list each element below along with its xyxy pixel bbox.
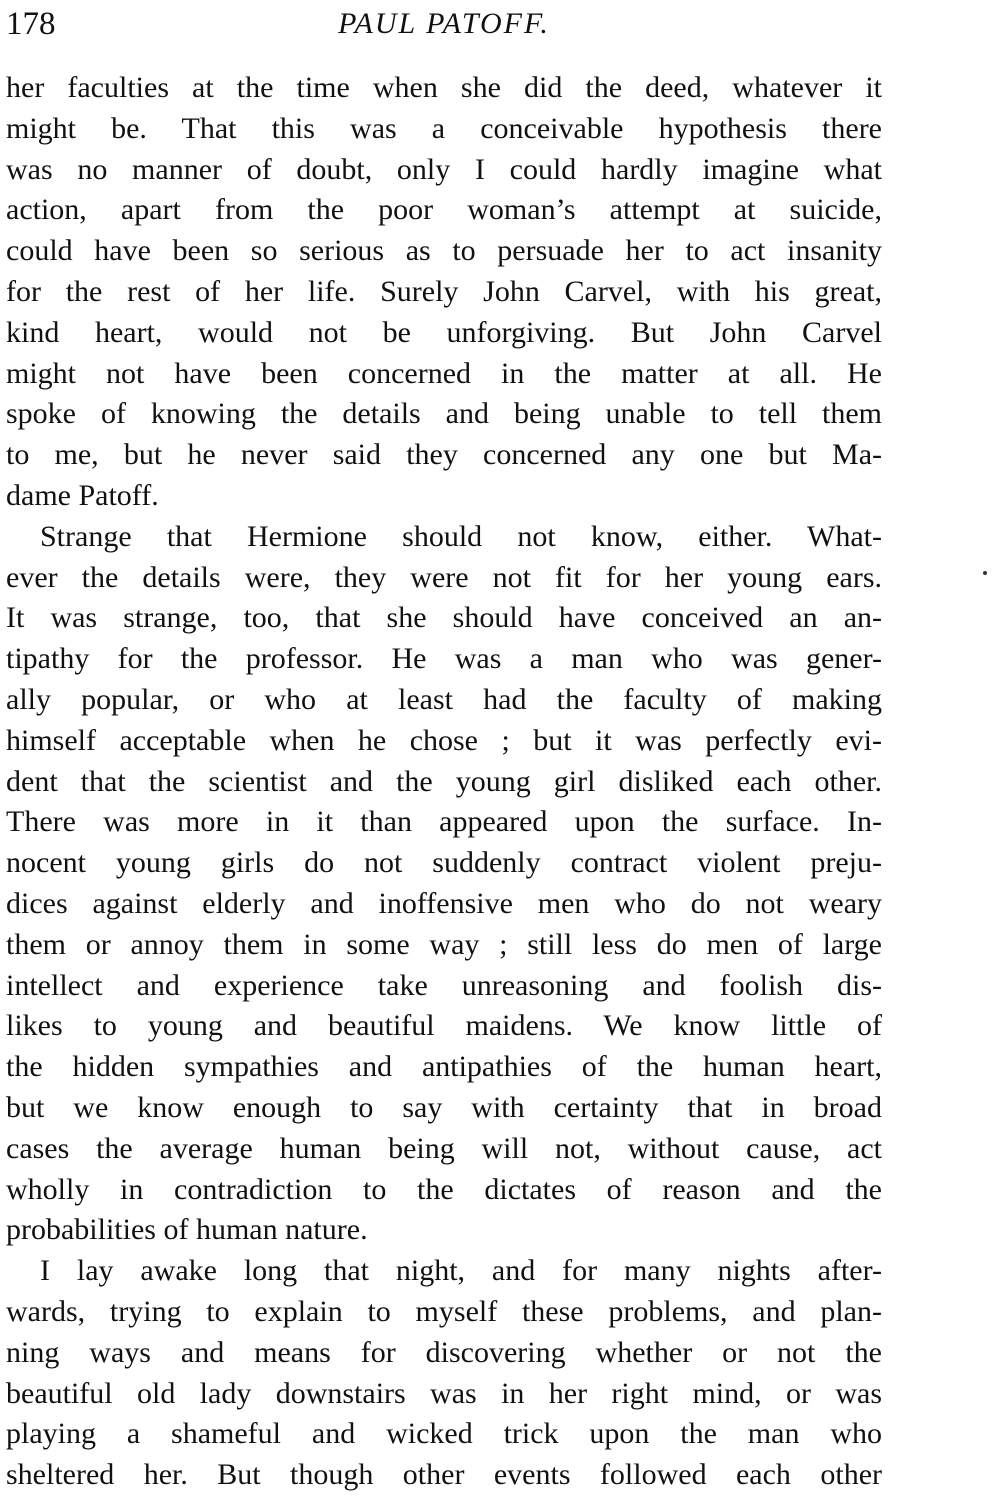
- text-line: to me, but he never said they concerned any one but Ma-: [6, 438, 882, 472]
- body-text: [6, 68, 882, 1496]
- text-line: spoke of knowing the details and being unable to tell them: [6, 397, 882, 431]
- text-line: likes to young and beautiful maidens. We know little of: [6, 1009, 882, 1043]
- page-header: [6, 4, 882, 44]
- text-line: but we know enough to say with certainty that in broad: [6, 1090, 882, 1124]
- text-line: It was strange, too, that she should have conceived an an-: [6, 601, 882, 635]
- text-line: dame Patoff.: [6, 478, 159, 512]
- text-line: There was more in it than appeared upon the surface. In-: [6, 805, 882, 839]
- text-line: ally popular, or who at least had the faculty of making: [6, 682, 882, 716]
- text-line: them or annoy them in some way ; still less do men of large: [6, 927, 882, 961]
- text-line: tipathy for the professor. He was a man who was gener-: [6, 642, 882, 676]
- text-line: was no manner of doubt, only I could hardly imagine what: [6, 152, 882, 186]
- text-line: ning ways and means for discovering whether or not the: [6, 1335, 882, 1369]
- text-line: nocent young girls do not suddenly contract violent preju-: [6, 846, 882, 880]
- text-line: ever the details were, they were not fit for her young ears.: [6, 560, 882, 594]
- text-line: intellect and experience take unreasoning and foolish dis-: [6, 968, 882, 1002]
- text-line: playing a shameful and wicked trick upon the man who: [6, 1417, 882, 1451]
- text-line: probabilities of human nature.: [6, 1213, 368, 1247]
- text-line: dices against elderly and inoffensive men who do not weary: [6, 886, 882, 920]
- text-line: wards, trying to explain to myself these problems, and plan-: [6, 1294, 882, 1328]
- text-line: for the rest of her life. Surely John Carvel, with his great,: [6, 274, 882, 308]
- page-number: 178: [6, 6, 56, 42]
- paragraph-1: [6, 68, 882, 517]
- text-line: action, apart from the poor woman’s attempt at suicide,: [6, 193, 882, 227]
- text-line: wholly in contradiction to the dictates of reason and the: [6, 1172, 882, 1206]
- text-line: cases the average human being will not, without cause, act: [6, 1131, 882, 1165]
- text-line: could have been so serious as to persuade her to act insanity: [6, 234, 882, 268]
- paragraph-2: [6, 517, 882, 1251]
- text-line: the hidden sympathies and antipathies of the human heart,: [6, 1050, 882, 1084]
- text-line: might not have been concerned in the matter at all. He: [6, 356, 882, 390]
- running-title: PAUL PATOFF.: [338, 7, 550, 40]
- paragraph-3: [6, 1251, 882, 1496]
- text-line: Strange that Hermione should not know, either. What-: [40, 519, 882, 553]
- text-line: I lay awake long that night, and for many nights after-: [40, 1254, 882, 1288]
- text-line: dent that the scientist and the young girl disliked each other.: [6, 764, 882, 798]
- text-line: himself acceptable when he chose ; but it was perfectly evi-: [6, 723, 882, 757]
- text-line: beautiful old lady downstairs was in her right mind, or was: [6, 1376, 882, 1410]
- text-line: might be. That this was a conceivable hypothesis there: [6, 111, 882, 145]
- text-line: sheltered her. But though other events followed each other: [6, 1458, 882, 1492]
- margin-mark: [983, 571, 987, 575]
- text-line: kind heart, would not be unforgiving. But John Carvel: [6, 315, 882, 349]
- text-line: her faculties at the time when she did the deed, whatever it: [6, 71, 882, 104]
